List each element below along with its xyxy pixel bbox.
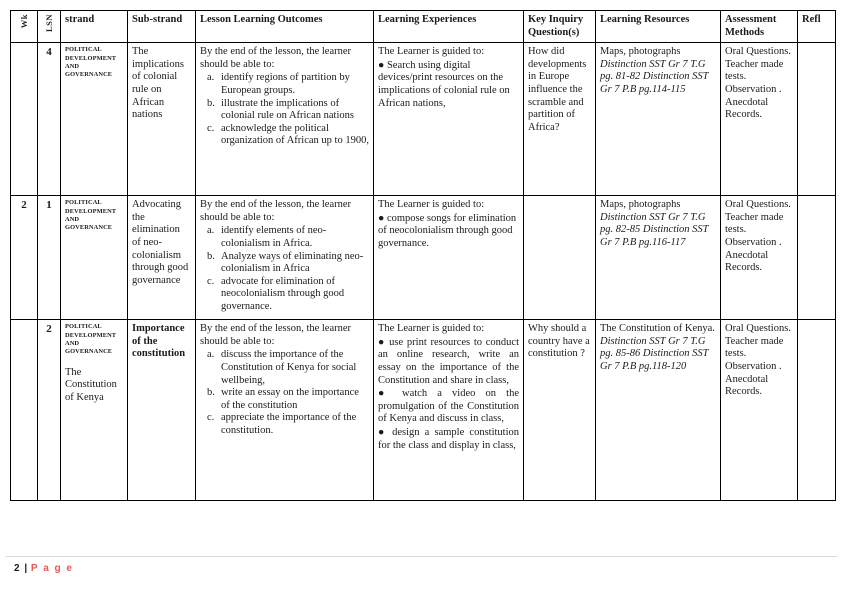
- table-row: [11, 320, 836, 501]
- outcome-letter: c.: [207, 275, 215, 287]
- outcomes-cell: [196, 196, 374, 320]
- outcome-text: advocate for elimination of neocolonialism through good governance.: [221, 275, 345, 312]
- assessment-cell: Oral Questions. Teacher made tests. Observation . Anecdotal Records.: [721, 43, 798, 196]
- outcome-text: identify elements of neo-colonialism in Africa.: [221, 225, 327, 249]
- experience-item: ● use print resources to conduct an online research, write an essay on the importance of the Constitution and share in class,: [378, 336, 519, 386]
- strand-topic: The Constitution of Kenya: [65, 366, 117, 403]
- outcome-text: appreciate the importance of the constitution.: [221, 412, 357, 436]
- col-header-wk: [11, 11, 38, 43]
- resources-cell: [596, 196, 721, 320]
- outcome-item: [200, 72, 369, 97]
- experiences-intro: The Learner is guided to:: [378, 323, 485, 335]
- assessment-cell: Oral Questions. Teacher made tests. Observation . Anecdotal Records.: [721, 196, 798, 320]
- col-header-experiences: Learning Experiences: [374, 11, 524, 43]
- strand-cell: [61, 320, 128, 501]
- outcomes-intro: By the end of the lesson, the learner should be able to:: [200, 46, 352, 70]
- lsn-cell: 1: [38, 196, 61, 320]
- outcomes-cell: [196, 320, 374, 501]
- key-inquiry-cell: How did developments in Europe influence the scramble and partition of Africa?: [524, 43, 596, 196]
- experience-item: ● design a sample constitution for the class and display in class,: [378, 426, 519, 451]
- outcome-letter: b.: [207, 250, 215, 262]
- lsn-cell: 2: [38, 320, 61, 501]
- outcome-item: [200, 349, 369, 387]
- outcomes-intro: By the end of the lesson, the learner should be able to:: [200, 199, 352, 223]
- sub-strand-cell: The implications of colonial rule on African nations: [128, 43, 196, 196]
- strand-title: POLITICAL DEVELOPMENT AND GOVERNANCE: [65, 46, 117, 79]
- outcome-text: discuss the importance of the Constitution of Kenya for social wellbeing,: [221, 349, 357, 386]
- strand-cell: [61, 43, 128, 196]
- col-header-key-inquiry: Key Inquiry Question(s): [524, 11, 596, 43]
- wk-cell: [11, 43, 38, 196]
- outcome-letter: c.: [207, 412, 215, 424]
- refl-cell: [798, 196, 836, 320]
- col-header-refl: Refl: [798, 11, 836, 43]
- outcome-letter: c.: [207, 122, 215, 134]
- wk-cell: 2: [11, 196, 38, 320]
- outcome-item: [200, 412, 369, 437]
- experiences-cell: [374, 320, 524, 501]
- col-header-lsn-label: LSN: [43, 14, 54, 33]
- outcome-text: write an essay on the importance of the constitution: [221, 387, 359, 411]
- lsn-cell: 4: [38, 43, 61, 196]
- experiences-cell: [374, 196, 524, 320]
- resources-reference: Distinction SST Gr 7 T.G pg. 81-82 Distinction SST Gr 7 P.B pg.114-115: [600, 58, 709, 95]
- outcome-text: Analyze ways of eliminating neo-colonialism in Africa: [221, 250, 364, 275]
- sub-strand-cell: Importance of the constitution: [128, 320, 196, 501]
- table-header-row: [11, 11, 836, 43]
- outcome-letter: a.: [207, 349, 215, 361]
- table-row: [11, 43, 836, 196]
- resources-reference: Distinction SST Gr 7 T.G pg. 82-85 Distinction SST Gr 7 P.B pg.116-117: [600, 211, 709, 248]
- outcome-letter: a.: [207, 225, 215, 237]
- resources-title: The Constitution of Kenya.: [600, 323, 715, 335]
- experiences-intro: The Learner is guided to:: [378, 199, 485, 211]
- outcome-letter: b.: [207, 387, 215, 399]
- outcome-item: [200, 123, 369, 148]
- footer-page-word: P a g e: [30, 563, 74, 574]
- outcome-text: illustrate the implications of colonial rule on African nations: [221, 97, 354, 122]
- resources-title: Maps, photographs: [600, 199, 681, 211]
- key-inquiry-cell: [524, 196, 596, 320]
- outcome-item: [200, 98, 369, 123]
- key-inquiry-cell: Why should a country have a constitution ?: [524, 320, 596, 501]
- col-header-resources: Learning Resources: [596, 11, 721, 43]
- col-header-assessment: Assessment Methods: [721, 11, 798, 43]
- col-header-lsn: [38, 11, 61, 43]
- experience-item: ● compose songs for elimination of neocolonialism through good governance.: [378, 212, 517, 249]
- resources-title: Maps, photographs: [600, 46, 681, 58]
- scheme-of-work-table: [10, 10, 836, 501]
- strand-cell: [61, 196, 128, 320]
- resources-cell: [596, 43, 721, 196]
- col-header-outcomes: Lesson Learning Outcomes: [196, 11, 374, 43]
- experience-item: ● Search using digital devices/print resources on the implications of colonial rule on African nations,: [378, 59, 510, 109]
- outcome-item: [200, 276, 369, 314]
- outcome-letter: a.: [207, 72, 215, 84]
- refl-cell: [798, 320, 836, 501]
- footer-page-number: 2 |: [14, 563, 29, 574]
- outcomes-cell: [196, 43, 374, 196]
- outcome-item: [200, 251, 369, 276]
- experiences-intro: The Learner is guided to:: [378, 46, 485, 58]
- table-row: [11, 196, 836, 320]
- sub-strand-cell: Advocating the elimination of neo-colonialism through good governance: [128, 196, 196, 320]
- refl-cell: [798, 43, 836, 196]
- col-header-strand: strand: [61, 11, 128, 43]
- resources-cell: [596, 320, 721, 501]
- strand-title: POLITICAL DEVELOPMENT AND GOVERNANCE: [65, 199, 117, 232]
- assessment-cell: Oral Questions. Teacher made tests. Observation . Anecdotal Records.: [721, 320, 798, 501]
- strand-title: POLITICAL DEVELOPMENT AND GOVERNANCE: [65, 323, 117, 356]
- experience-item: ● watch a video on the promulgation of the Constitution of Kenya and discuss in class,: [378, 388, 519, 425]
- resources-reference: Distinction SST Gr 7 T.G pg. 85-86 Distinction SST Gr 7 P.B pg.118-120: [600, 335, 709, 372]
- wk-cell: [11, 320, 38, 501]
- col-header-sub-strand: Sub-strand: [128, 11, 196, 43]
- col-header-wk-label: Wk: [18, 14, 29, 29]
- outcome-text: acknowledge the political organization of African up to 1900,: [221, 122, 369, 147]
- outcome-item: [200, 225, 369, 250]
- experiences-cell: [374, 43, 524, 196]
- page-footer: [6, 556, 837, 574]
- outcome-letter: b.: [207, 97, 215, 109]
- outcomes-intro: By the end of the lesson, the learner should be able to:: [200, 323, 352, 347]
- outcome-text: identify regions of partition by European groups.: [221, 72, 350, 96]
- outcome-item: [200, 387, 369, 412]
